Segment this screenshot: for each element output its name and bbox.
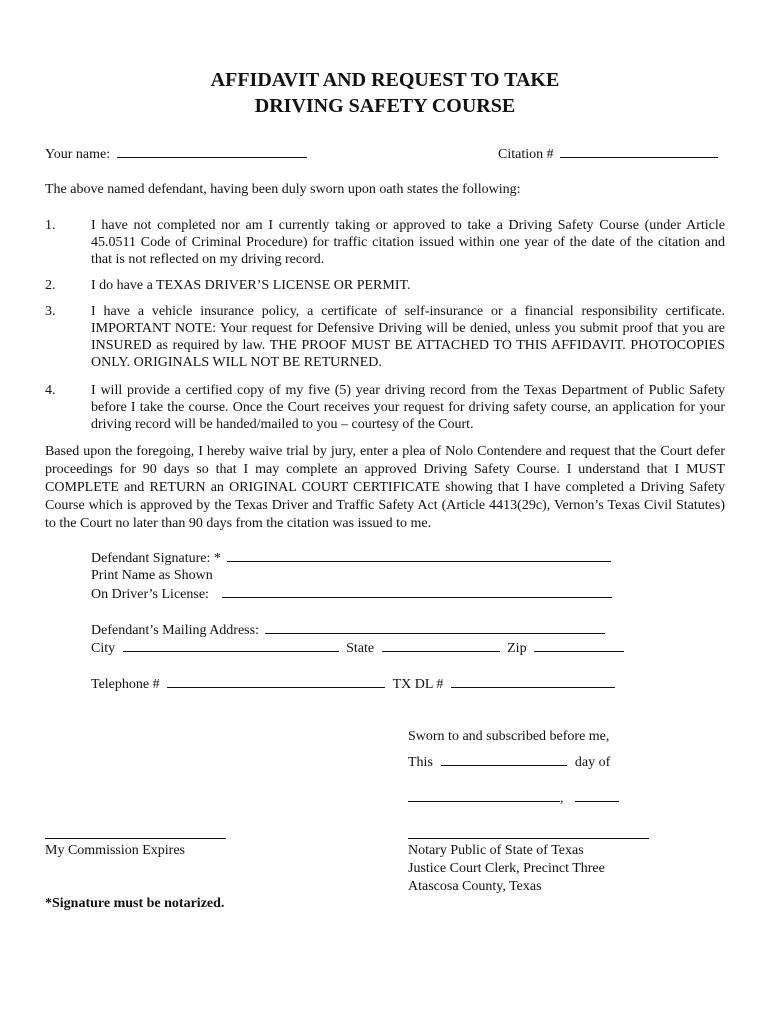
telephone-label: Telephone # (91, 677, 160, 692)
footnote: *Signature must be notarized. (45, 896, 225, 911)
item-text: I have a vehicle insurance policy, a certificate of self-insurance or a financial responsibility certificate. IMPORTANT NOTE: Your request for Defensive Driving will be denied, unless you submit proof that you are INSURED as required by law. THE PROOF MUST BE ATTACHED TO THIS AFFIDAVIT. PHOTOCOPIES ONLY. ORIGINALS WILL NOT BE RETURNED. (91, 304, 725, 370)
list-item (45, 382, 725, 433)
notary-line-3: Atascosa County, Texas (408, 879, 542, 894)
city-field[interactable] (123, 639, 339, 652)
telephone-field[interactable] (167, 675, 385, 688)
telephone-row (91, 675, 615, 693)
defendant-signature-label: Defendant Signature: * (91, 551, 221, 566)
list-item (45, 277, 725, 294)
drivers-license-label: On Driver’s License: (91, 587, 209, 602)
item-text: I do have a TEXAS DRIVER’S LICENSE OR PERMIT. (91, 278, 411, 293)
citation-label: Citation # (498, 147, 554, 162)
day-of-label: day of (574, 755, 611, 770)
day-field[interactable] (441, 753, 567, 766)
commission-label: My Commission Expires (45, 843, 186, 858)
commission-signature-line[interactable] (45, 838, 226, 839)
defendant-signature-row (91, 549, 611, 567)
your-name-field[interactable] (117, 145, 307, 158)
print-name-label: Print Name as Shown (91, 568, 213, 583)
month-field[interactable] (408, 789, 560, 802)
city-state-zip-row (91, 639, 624, 657)
notary-line-1: Notary Public of State of Texas (408, 843, 584, 858)
comma: , (560, 791, 564, 806)
title-line-1: AFFIDAVIT AND REQUEST TO TAKE (210, 69, 560, 91)
item-number: 2. (45, 278, 56, 293)
item-number: 4. (45, 383, 56, 398)
item-number: 3. (45, 304, 56, 319)
notary-line-2: Justice Court Clerk, Precinct Three (408, 861, 605, 876)
city-label: City (91, 641, 116, 656)
list-item (45, 303, 725, 371)
mailing-address-row (91, 621, 605, 639)
mailing-address-label: Defendant’s Mailing Address: (91, 623, 259, 638)
sworn-text: Sworn to and subscribed before me, (408, 729, 610, 744)
notary-signature-line[interactable] (408, 838, 649, 839)
item-text: I will provide a certified copy of my five (5) year driving record from the Texas Department of Public Safety before I take the course. Once the Court receives your request for driving safety course, an application for your driving record will be handed/mailed to you – courtesy of the Court. (91, 383, 725, 432)
defendant-signature-field[interactable] (227, 549, 611, 562)
print-name-field[interactable] (222, 585, 612, 598)
citation-field[interactable] (560, 145, 718, 158)
title-line-2: DRIVING SAFETY COURSE (254, 95, 516, 117)
item-text: I have not completed nor am I currently taking or approved to take a Driving Safety Course (under Article 45.0511 Code of Criminal Procedure) for traffic citation issued within one year of the date of the citation and that is not reflected on my driving record. (91, 218, 725, 267)
state-field[interactable] (382, 639, 500, 652)
year-field[interactable] (575, 789, 619, 802)
month-year-row (408, 789, 619, 807)
this-day-row (408, 753, 610, 771)
state-label: State (346, 641, 375, 656)
list-item (45, 217, 725, 268)
txdl-label: TX DL # (392, 677, 444, 692)
zip-label: Zip (507, 641, 527, 656)
your-name-label: Your name: (45, 147, 111, 162)
intro-text: The above named defendant, having been duly sworn upon oath states the following: (45, 182, 521, 197)
drivers-license-row (91, 585, 612, 603)
this-label: This (408, 755, 433, 770)
mailing-address-field[interactable] (265, 621, 605, 634)
citation-row (498, 145, 718, 163)
your-name-row (45, 145, 307, 163)
zip-field[interactable] (534, 639, 624, 652)
txdl-field[interactable] (451, 675, 615, 688)
waiver-paragraph: Based upon the foregoing, I hereby waive trial by jury, enter a plea of Nolo Contendere and request that the Court defer proceedings for 90 days so that I may complete an approved Driving Safety Course. I understand that I MUST COMPLETE and RETURN an ORIGINAL COURT CERTIFICATE showing that I have completed a Driving Safety Course which is approved by the Texas Driver and Traffic Safety Act (Article 4413(29c), Vernon’s Texas Civil Statutes) to the Court no later than 90 days from the citation was issued to me. (45, 444, 725, 531)
item-number: 1. (45, 218, 56, 233)
